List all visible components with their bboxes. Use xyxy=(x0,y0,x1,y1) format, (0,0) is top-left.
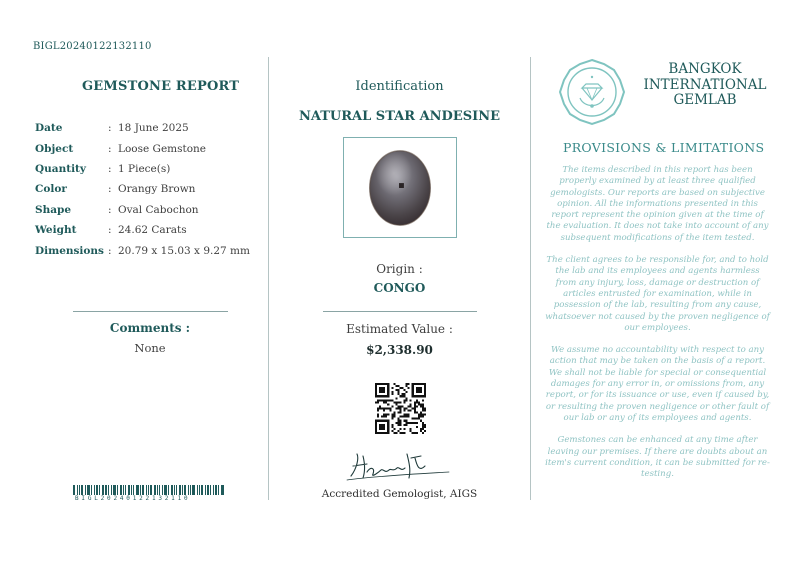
barcode-bar xyxy=(159,485,160,495)
barcode-bar xyxy=(171,485,173,495)
spec-colon: : xyxy=(108,142,112,155)
barcode-bar xyxy=(77,485,78,495)
barcode-bar xyxy=(174,485,175,495)
provisions-paragraph: The items described in this report has been properly examined by at least three qualified gemologists. Our reports are based on subjective opinion. All the informations presented in this report represent the opinion given at the time of the evaluation. It does not take into account of any subsequent modifications of the item tested. xyxy=(546,165,769,243)
comments-label: Comments : xyxy=(109,321,191,335)
barcode-bar xyxy=(184,485,186,495)
gemstone-image xyxy=(344,138,456,237)
spec-label: Dimensions xyxy=(35,244,104,257)
spec-row-shape xyxy=(35,200,250,220)
barcode-bar xyxy=(207,485,209,495)
spec-label: Date xyxy=(35,122,63,135)
gemstone-photo xyxy=(343,137,457,238)
spec-value: 18 June 2025 xyxy=(118,122,189,135)
spec-colon: : xyxy=(108,203,112,216)
barcode-bar xyxy=(176,485,177,495)
spec-colon: : xyxy=(108,224,112,237)
provisions-text xyxy=(545,165,770,491)
spec-value: 20.79 x 15.03 x 9.27 mm xyxy=(118,244,250,257)
barcode-bar xyxy=(150,485,152,495)
lab-name-line: INTERNATIONAL xyxy=(643,76,767,93)
barcode-bar xyxy=(188,485,189,495)
estimated-value: $2,338.90 xyxy=(366,343,433,357)
spec-value: Orangy Brown xyxy=(118,183,196,196)
provisions-paragraph: The client agrees to be responsible for, and to hold the lab and its employees and agents harmless from any injury, loss, damage or destruction of articles entrusted for examination, while in possession of the lab, resulting from any cause, whatsoever not caused by the proven negligence of our employees. xyxy=(545,255,770,333)
barcode-bar xyxy=(85,485,86,495)
barcode-bar xyxy=(218,485,219,495)
barcode-bar xyxy=(168,485,169,495)
barcode-bar xyxy=(215,485,217,495)
barcode-bar xyxy=(125,485,126,495)
barcode-bar xyxy=(164,485,167,495)
spec-colon: : xyxy=(108,122,112,135)
spec-value: 24.62 Carats xyxy=(118,224,187,237)
barcode-bar xyxy=(221,485,224,495)
spec-colon: : xyxy=(108,183,112,196)
spec-row-object xyxy=(35,138,250,158)
barcode-bar xyxy=(131,485,132,495)
barcode-bar xyxy=(190,485,191,495)
spec-value: Loose Gemstone xyxy=(118,142,207,155)
barcode xyxy=(73,485,231,495)
gemologist-title: Accredited Gemologist, AIGS xyxy=(321,488,478,500)
lab-name-line: GEMLAB xyxy=(673,92,737,108)
barcode-bar xyxy=(197,485,198,495)
barcode-bar xyxy=(108,485,109,495)
barcode-bar xyxy=(157,485,158,495)
origin-label: Origin : xyxy=(376,262,423,276)
spec-value: 1 Piece(s) xyxy=(118,162,171,175)
barcode-bar xyxy=(162,485,163,495)
barcode-bar xyxy=(128,485,130,495)
barcode-bar xyxy=(133,485,134,495)
barcode-bar xyxy=(99,485,100,495)
spec-colon: : xyxy=(108,244,112,257)
barcode-bar xyxy=(179,485,181,495)
spec-row-weight xyxy=(35,220,250,240)
qr-code xyxy=(375,383,426,434)
barcode-bar xyxy=(96,485,98,495)
gemologist-signature xyxy=(345,446,455,486)
spec-value: Oval Cabochon xyxy=(118,203,199,216)
spec-row-quantity xyxy=(35,159,250,179)
spec-label: Weight xyxy=(35,224,77,237)
spec-label: Object xyxy=(35,142,74,155)
value-divider xyxy=(323,311,477,312)
barcode-bar xyxy=(87,485,90,495)
lab-name xyxy=(640,62,770,109)
provisions-paragraph: We assume no accountability with respect to any action that may be taken on the basis of a report. We shall not be liable for special or consequential damages for any error in, or omissions from, any report, or for its issuance or use, even if caused by, or resulting the proven negligence or other fault of our lab or any of its employees and agents. xyxy=(545,345,770,423)
barcode-bar xyxy=(182,485,183,495)
barcode-bar xyxy=(73,485,75,495)
lab-name-line: BANGKOK xyxy=(668,61,742,77)
spec-row-dimensions xyxy=(35,240,250,260)
barcode-bar xyxy=(201,485,203,495)
barcode-bar xyxy=(142,485,144,495)
barcode-bar xyxy=(205,485,206,495)
spec-colon: : xyxy=(108,162,112,175)
barcode-bar xyxy=(105,485,107,495)
panel-divider-right xyxy=(530,57,531,500)
barcode-bar xyxy=(91,485,92,495)
barcode-bar xyxy=(123,485,124,495)
barcode-bar xyxy=(146,485,147,495)
spec-label: Color xyxy=(35,183,67,196)
barcode-bar xyxy=(140,485,141,495)
estimated-value-label: Estimated Value : xyxy=(346,322,453,336)
provisions-title: PROVISIONS & LIMITATIONS xyxy=(563,140,765,155)
qr-code-image xyxy=(375,383,426,434)
spec-label: Quantity xyxy=(35,162,87,175)
provisions-paragraph: Gemstones can be enhanced at any time after leaving our premises. If there are doubts about an item's current condition, it can be submitted for re-testing. xyxy=(545,435,770,480)
spec-table xyxy=(35,118,250,261)
barcode-text: BIGL20240122132110 xyxy=(75,495,191,502)
comments-divider xyxy=(73,311,228,312)
gemlab-seal-logo xyxy=(558,58,626,126)
left-panel xyxy=(0,0,268,565)
barcode-bar xyxy=(213,485,214,495)
barcode-bar xyxy=(199,485,200,495)
barcode-bar xyxy=(111,485,112,495)
spec-row-date xyxy=(35,118,250,138)
barcode-bar xyxy=(81,485,83,495)
barcode-bar xyxy=(102,485,104,495)
barcode-bar xyxy=(79,485,80,495)
barcode-bar xyxy=(148,485,149,495)
barcode-bar xyxy=(192,485,195,495)
gem-variety: NATURAL STAR ANDESINE xyxy=(298,109,500,124)
barcode-bar xyxy=(210,485,211,495)
report-number: BIGL20240122132110 xyxy=(33,41,152,52)
origin-value: CONGO xyxy=(373,281,426,295)
barcode-bar xyxy=(154,485,156,495)
barcode-bar xyxy=(94,485,95,495)
report-title: GEMSTONE REPORT xyxy=(82,79,240,94)
barcode-bar xyxy=(120,485,122,495)
identification-label: Identification xyxy=(355,79,444,94)
barcode-bar xyxy=(117,485,118,495)
barcode-bar xyxy=(136,485,139,495)
spec-row-color xyxy=(35,179,250,199)
barcode-bar xyxy=(113,485,116,495)
spec-label: Shape xyxy=(35,203,72,216)
comments-value: None xyxy=(134,341,166,355)
